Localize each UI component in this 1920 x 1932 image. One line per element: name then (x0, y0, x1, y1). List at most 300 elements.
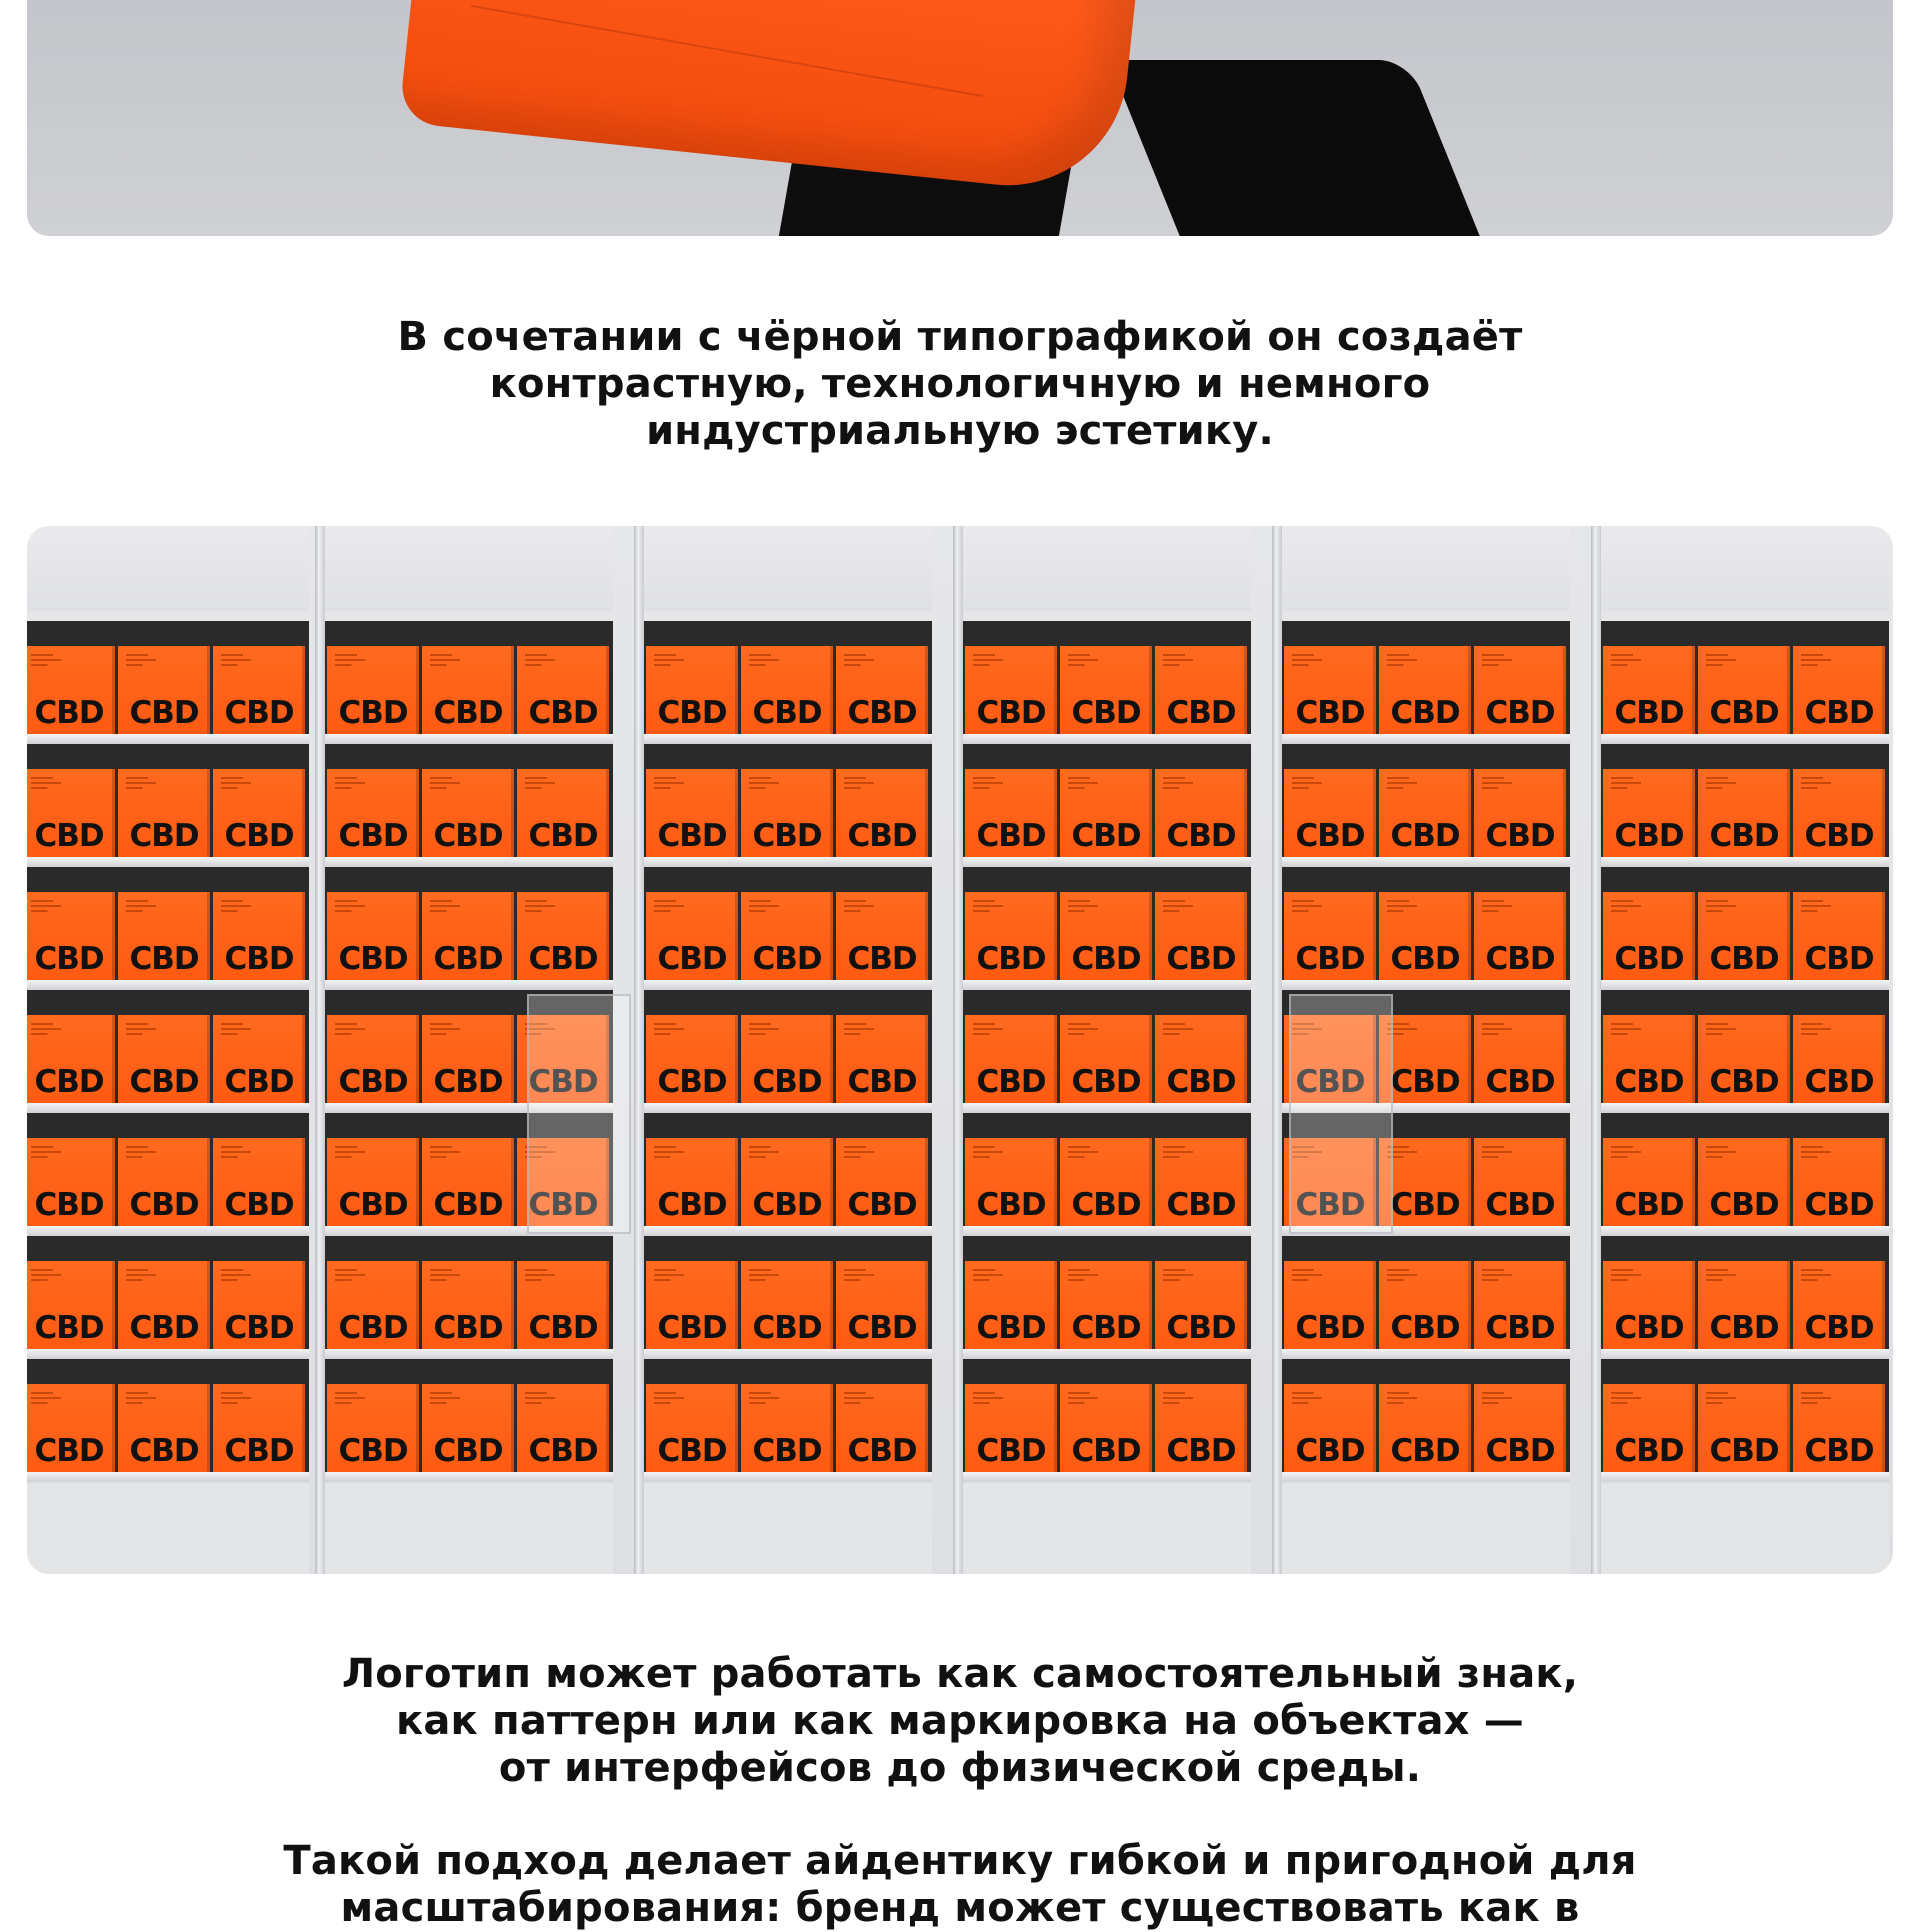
box-logo: CBD (338, 941, 408, 977)
product-box (213, 1261, 305, 1349)
product-box (1793, 1138, 1885, 1226)
box-logo: CBD (1390, 1064, 1460, 1100)
paragraph-line: Такой подход делает айдентику гибкой и пригодной для (283, 1838, 1637, 1884)
box-logo: CBD (433, 1187, 503, 1223)
box-logo: CBD (528, 1064, 598, 1100)
box-logo: CBD (657, 1310, 727, 1346)
box-logo: CBD (528, 1310, 598, 1346)
shelf-row (1599, 1236, 1889, 1349)
box-small-print (1163, 1023, 1218, 1037)
product-box (27, 1138, 115, 1226)
box-logo: CBD (1709, 1310, 1779, 1346)
box-small-print (1387, 1146, 1442, 1160)
box-small-print (1068, 1392, 1123, 1406)
box-logo: CBD (1166, 1064, 1236, 1100)
product-box (213, 1015, 305, 1103)
product-box (965, 1384, 1057, 1472)
product-box (327, 646, 419, 734)
box-logo: CBD (1614, 1310, 1684, 1346)
shelf-row (961, 867, 1251, 980)
box-small-print (749, 900, 804, 914)
box-small-print (335, 654, 390, 668)
box-logo: CBD (528, 941, 598, 977)
box-logo: CBD (34, 1187, 104, 1223)
product-box (1793, 1384, 1885, 1472)
box-logo: CBD (1614, 1064, 1684, 1100)
product-box (646, 1138, 738, 1226)
shelf-board (1599, 1226, 1889, 1236)
box-logo: CBD (1804, 1433, 1874, 1469)
box-logo: CBD (1614, 695, 1684, 731)
box-logo: CBD (976, 1187, 1046, 1223)
box-logo: CBD (129, 941, 199, 977)
product-box (1474, 892, 1566, 980)
product-box (213, 769, 305, 857)
shelf-board (27, 1226, 309, 1236)
box-logo: CBD (338, 818, 408, 854)
box-logo: CBD (1485, 818, 1555, 854)
shelf-post (1591, 526, 1601, 1574)
box-logo: CBD (752, 941, 822, 977)
product-box (1698, 1015, 1790, 1103)
box-logo: CBD (34, 695, 104, 731)
box-small-print (973, 1146, 1028, 1160)
box-small-print (844, 654, 899, 668)
paragraph-line: масштабирования: бренд может существовать как в (340, 1885, 1580, 1931)
product-box (1793, 892, 1885, 980)
box-small-print (126, 900, 181, 914)
box-small-print (525, 1269, 580, 1283)
box-small-print (654, 900, 709, 914)
box-small-print (1801, 1146, 1856, 1160)
product-box (741, 769, 833, 857)
shelf-row (642, 1359, 932, 1472)
box-small-print (654, 1023, 709, 1037)
product-box (1603, 1261, 1695, 1349)
box-small-print (1292, 1392, 1347, 1406)
product-box (1379, 1384, 1471, 1472)
box-small-print (844, 1023, 899, 1037)
box-logo: CBD (976, 1310, 1046, 1346)
product-box (741, 1261, 833, 1349)
box-logo: CBD (1071, 1433, 1141, 1469)
product-box (1379, 892, 1471, 980)
box-logo: CBD (1295, 1433, 1365, 1469)
box-small-print (126, 777, 181, 791)
box-logo: CBD (1071, 1310, 1141, 1346)
box-small-print (1611, 1269, 1666, 1283)
box-small-print (1482, 1023, 1537, 1037)
box-logo: CBD (1485, 1310, 1555, 1346)
product-box (836, 1384, 928, 1472)
shelf-row (323, 621, 613, 734)
product-box (836, 892, 928, 980)
product-box (27, 1261, 115, 1349)
shelf-row (27, 621, 309, 734)
shelf-row (27, 867, 309, 980)
box-small-print (654, 1392, 709, 1406)
box-logo: CBD (129, 695, 199, 731)
shelf-board (1599, 980, 1889, 990)
shelf-row (642, 867, 932, 980)
shelf-unit-header (1280, 526, 1570, 611)
box-logo: CBD (976, 695, 1046, 731)
shelf-post (634, 526, 644, 1574)
box-small-print (221, 900, 276, 914)
product-box (118, 1015, 210, 1103)
product-box (1698, 1384, 1790, 1472)
product-box (741, 1384, 833, 1472)
box-small-print (221, 1392, 276, 1406)
shelf-board (961, 1349, 1251, 1359)
shelf-photo (27, 526, 1893, 1574)
box-small-print (654, 1269, 709, 1283)
product-box (517, 1261, 609, 1349)
box-logo: CBD (433, 1433, 503, 1469)
box-logo: CBD (1166, 818, 1236, 854)
box-small-print (221, 1146, 276, 1160)
box-small-print (1482, 900, 1537, 914)
shelf-row (961, 621, 1251, 734)
product-box (1060, 1384, 1152, 1472)
box-small-print (654, 654, 709, 668)
box-small-print (1801, 1269, 1856, 1283)
product-box (327, 1261, 419, 1349)
shelf-row (961, 990, 1251, 1103)
box-small-print (126, 1023, 181, 1037)
box-small-print (221, 1269, 276, 1283)
box-small-print (1068, 900, 1123, 914)
product-box (646, 892, 738, 980)
box-small-print (1163, 777, 1218, 791)
product-box (327, 1138, 419, 1226)
box-logo: CBD (1804, 941, 1874, 977)
box-small-print (1068, 1146, 1123, 1160)
box-small-print (221, 654, 276, 668)
box-logo: CBD (1166, 941, 1236, 977)
box-small-print (973, 654, 1028, 668)
box-small-print (1706, 777, 1761, 791)
box-small-print (1068, 777, 1123, 791)
box-logo: CBD (1614, 1433, 1684, 1469)
box-logo: CBD (1295, 1064, 1365, 1100)
box-small-print (973, 1269, 1028, 1283)
shelf-unit-base (27, 1484, 309, 1574)
box-logo: CBD (1804, 818, 1874, 854)
top-photo (27, 0, 1893, 236)
product-box (118, 1384, 210, 1472)
box-logo: CBD (1614, 1187, 1684, 1223)
product-box (517, 769, 609, 857)
product-box (1155, 1384, 1247, 1472)
shelf-row (642, 744, 932, 857)
product-box (836, 1138, 928, 1226)
box-logo: CBD (1166, 695, 1236, 731)
product-box (1060, 1138, 1152, 1226)
shelf-row (1599, 1113, 1889, 1226)
box-logo: CBD (752, 1187, 822, 1223)
shelf-unit-header (642, 526, 932, 611)
box-logo: CBD (224, 1433, 294, 1469)
shelf-board (961, 980, 1251, 990)
box-small-print (1706, 1269, 1761, 1283)
product-box (1603, 1015, 1695, 1103)
box-logo: CBD (1614, 941, 1684, 977)
shelf-board (1599, 1103, 1889, 1113)
box-small-print (1163, 900, 1218, 914)
box-logo: CBD (1485, 1187, 1555, 1223)
shelf-row (27, 1236, 309, 1349)
shelf-board (961, 1103, 1251, 1113)
box-small-print (1706, 654, 1761, 668)
box-small-print (1068, 1269, 1123, 1283)
shelf-unit (27, 526, 309, 1574)
box-logo: CBD (657, 1187, 727, 1223)
shelf-row (27, 990, 309, 1103)
box-small-print (1801, 1392, 1856, 1406)
product-box (1603, 646, 1695, 734)
box-small-print (31, 1392, 86, 1406)
product-box (27, 892, 115, 980)
product-box (1060, 1015, 1152, 1103)
box-small-print (1801, 900, 1856, 914)
shelf-row (1599, 867, 1889, 980)
shelf-board (1599, 1349, 1889, 1359)
product-box (965, 1261, 1057, 1349)
shelf-row (642, 1113, 932, 1226)
paragraph-line: контрастную, технологичную и немного (489, 361, 1431, 407)
box-small-print (31, 1269, 86, 1283)
box-small-print (844, 1392, 899, 1406)
shelf-row (1599, 744, 1889, 857)
product-box (1474, 1015, 1566, 1103)
box-small-print (1163, 654, 1218, 668)
box-small-print (430, 1146, 485, 1160)
shelf-row (27, 744, 309, 857)
shelf-row (323, 744, 613, 857)
box-small-print (31, 1146, 86, 1160)
box-logo: CBD (1709, 1433, 1779, 1469)
box-logo: CBD (1804, 1187, 1874, 1223)
product-box (27, 1015, 115, 1103)
product-box (118, 1261, 210, 1349)
box-small-print (31, 1023, 86, 1037)
product-box (741, 1138, 833, 1226)
product-box (422, 1384, 514, 1472)
box-logo: CBD (657, 1433, 727, 1469)
product-box (836, 769, 928, 857)
product-box (27, 1384, 115, 1472)
trouser-leg-right (1109, 60, 1486, 236)
box-small-print (1482, 1269, 1537, 1283)
shelf-row (642, 621, 932, 734)
box-logo: CBD (752, 1310, 822, 1346)
box-small-print (749, 777, 804, 791)
box-small-print (654, 777, 709, 791)
product-box (1793, 1261, 1885, 1349)
product-box (327, 1384, 419, 1472)
box-logo: CBD (224, 1310, 294, 1346)
box-logo: CBD (752, 818, 822, 854)
box-small-print (221, 777, 276, 791)
acrylic-holder (1289, 994, 1393, 1234)
box-small-print (973, 1392, 1028, 1406)
box-logo: CBD (657, 1064, 727, 1100)
box-logo: CBD (1485, 1064, 1555, 1100)
product-box (1698, 1261, 1790, 1349)
shelf-unit-header (323, 526, 613, 611)
product-box (118, 646, 210, 734)
box-small-print (430, 654, 485, 668)
box-logo: CBD (657, 695, 727, 731)
product-box (1284, 892, 1376, 980)
shelf-post (315, 526, 325, 1574)
product-box (1698, 646, 1790, 734)
shelf-board (1599, 1472, 1889, 1482)
box-small-print (126, 1269, 181, 1283)
box-small-print (1387, 900, 1442, 914)
box-small-print (430, 1392, 485, 1406)
box-small-print (335, 1023, 390, 1037)
box-logo: CBD (34, 818, 104, 854)
box-logo: CBD (338, 1310, 408, 1346)
box-logo: CBD (752, 695, 822, 731)
shelf-row (1280, 621, 1570, 734)
box-small-print (749, 1269, 804, 1283)
box-logo: CBD (224, 818, 294, 854)
shelf-board (27, 1349, 309, 1359)
box-logo: CBD (1804, 1064, 1874, 1100)
product-box (965, 769, 1057, 857)
box-logo: CBD (224, 1187, 294, 1223)
box-logo: CBD (1804, 1310, 1874, 1346)
product-box (646, 1261, 738, 1349)
shelf-board (27, 980, 309, 990)
box-small-print (749, 1392, 804, 1406)
box-small-print (1387, 1023, 1442, 1037)
product-box (118, 1138, 210, 1226)
shelf-row (323, 1359, 613, 1472)
shelf-unit (642, 526, 932, 1574)
box-small-print (1387, 1269, 1442, 1283)
box-logo: CBD (433, 1064, 503, 1100)
box-logo: CBD (528, 695, 598, 731)
box-logo: CBD (34, 1433, 104, 1469)
box-logo: CBD (129, 1187, 199, 1223)
product-box (517, 1384, 609, 1472)
box-small-print (31, 900, 86, 914)
product-box (965, 1015, 1057, 1103)
acrylic-holder (527, 994, 631, 1234)
product-box (422, 1015, 514, 1103)
orange-bag (399, 0, 1136, 197)
product-box (1698, 892, 1790, 980)
product-box (1060, 1261, 1152, 1349)
box-logo: CBD (1071, 1064, 1141, 1100)
shelf-board (642, 1349, 932, 1359)
shelf-row (1599, 990, 1889, 1103)
box-small-print (430, 1023, 485, 1037)
shelf-row (1280, 744, 1570, 857)
box-small-print (973, 777, 1028, 791)
box-logo: CBD (1071, 818, 1141, 854)
shelf-row (323, 1236, 613, 1349)
product-box (1284, 769, 1376, 857)
product-box (1060, 892, 1152, 980)
product-box (27, 646, 115, 734)
product-box (1793, 769, 1885, 857)
box-small-print (335, 1269, 390, 1283)
box-small-print (335, 1392, 390, 1406)
product-box (1474, 1261, 1566, 1349)
product-box (1474, 1384, 1566, 1472)
box-small-print (1068, 654, 1123, 668)
box-small-print (1387, 777, 1442, 791)
product-box (422, 769, 514, 857)
box-logo: CBD (129, 1310, 199, 1346)
box-small-print (335, 777, 390, 791)
box-small-print (749, 654, 804, 668)
box-small-print (1706, 900, 1761, 914)
product-box (1379, 1261, 1471, 1349)
product-box (213, 646, 305, 734)
shelf-board (961, 1472, 1251, 1482)
box-logo: CBD (1295, 695, 1365, 731)
box-logo: CBD (1709, 818, 1779, 854)
box-logo: CBD (1071, 1187, 1141, 1223)
box-small-print (525, 1392, 580, 1406)
box-logo: CBD (1295, 1310, 1365, 1346)
box-logo: CBD (1390, 818, 1460, 854)
box-small-print (430, 1269, 485, 1283)
shelf-row (323, 867, 613, 980)
product-box (517, 892, 609, 980)
shelf-board (1280, 734, 1570, 744)
box-logo: CBD (129, 818, 199, 854)
product-box (1155, 1015, 1247, 1103)
shelf-board (27, 734, 309, 744)
product-box (965, 646, 1057, 734)
shelf-unit-base (961, 1484, 1251, 1574)
box-small-print (430, 777, 485, 791)
product-box (27, 769, 115, 857)
box-logo: CBD (847, 941, 917, 977)
paragraph-2 (0, 1651, 1920, 1792)
box-small-print (1068, 1023, 1123, 1037)
shelf-row (1280, 867, 1570, 980)
shelf-board (1280, 857, 1570, 867)
shelf-unit-header (961, 526, 1251, 611)
box-logo: CBD (657, 818, 727, 854)
box-logo: CBD (1295, 1187, 1365, 1223)
box-logo: CBD (657, 941, 727, 977)
shelf-board (323, 1472, 613, 1482)
shelf-row (1599, 621, 1889, 734)
product-box (836, 1261, 928, 1349)
box-logo: CBD (129, 1433, 199, 1469)
product-box (1793, 646, 1885, 734)
box-small-print (1611, 1392, 1666, 1406)
shelf-row (27, 1359, 309, 1472)
product-box (422, 1261, 514, 1349)
product-box (1060, 646, 1152, 734)
box-logo: CBD (1709, 1187, 1779, 1223)
product-box (1603, 892, 1695, 980)
box-logo: CBD (433, 818, 503, 854)
product-box (741, 892, 833, 980)
box-logo: CBD (34, 1310, 104, 1346)
product-box (1603, 769, 1695, 857)
